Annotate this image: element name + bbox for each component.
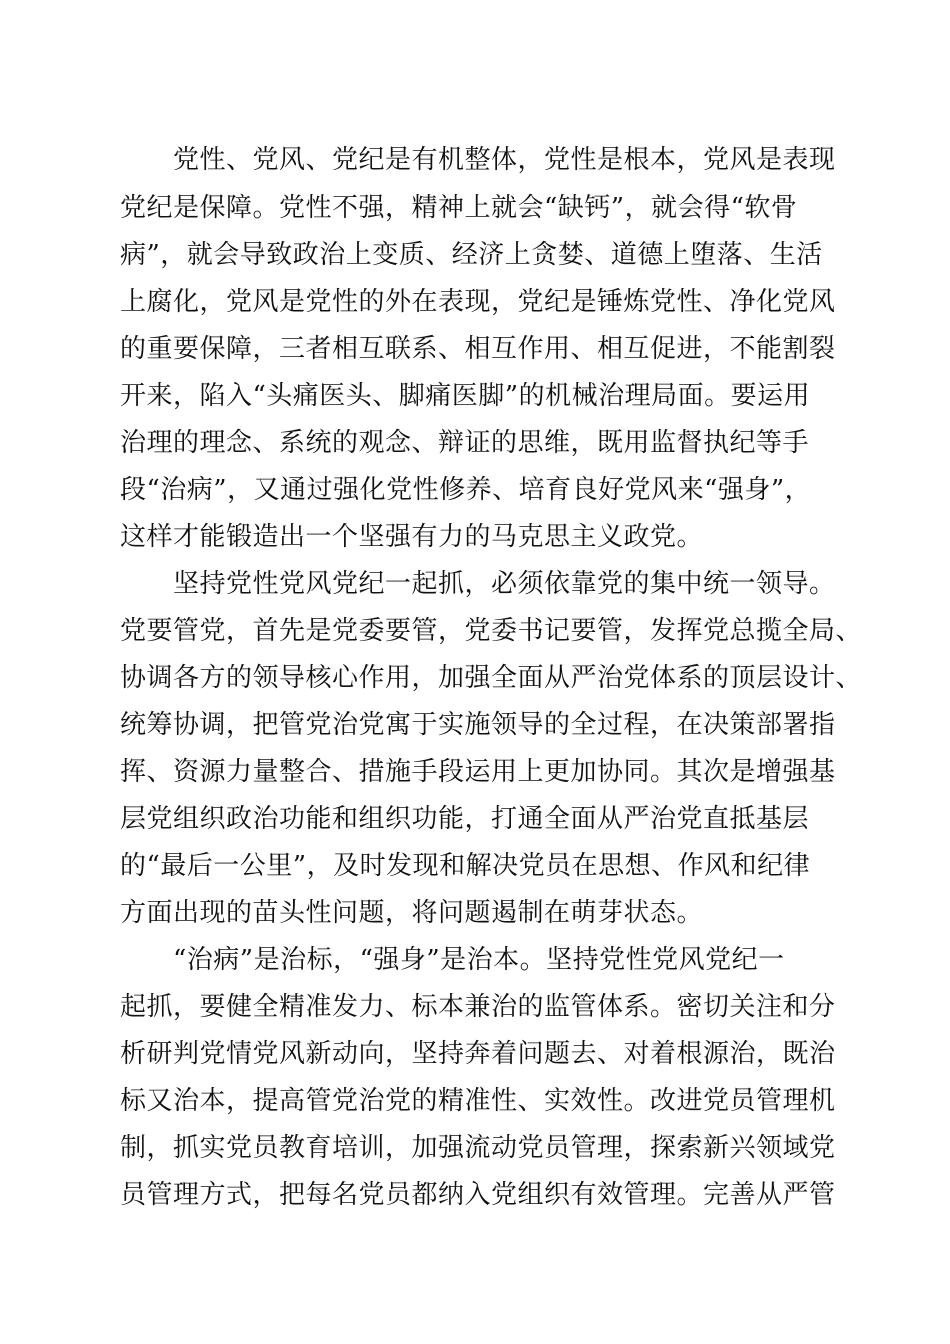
text-line: 党要管党，首先是党委要管，党委书记要管，发挥党总揽全局、 [120,616,863,646]
text-line: 方面出现的苗头性问题，将问题遏制在萌芽状态。 [120,898,704,928]
text-line: 坚持党性党风党纪一起抓，必须依靠党的集中统一领导。 [173,569,836,599]
text-line: 党纪是保障。党性不强，精神上就会“缺钙”，就会得“软骨 [120,193,798,223]
text-line: 开来，陷入“头痛医头、脚痛医脚”的机械治理局面。要运用 [120,381,811,411]
text-line: 上腐化，党风是党性的外在表现，党纪是锤炼党性、净化党风 [120,287,836,317]
text-line: 员管理方式，把每名党员都纳入党组织有效管理。完善从严管 [120,1180,836,1210]
text-line: 的“最后一公里”，及时发现和解决党员在思想、作风和纪律 [120,851,811,881]
text-line: 统筹协调，把管党治党寓于实施领导的全过程，在决策部署指 [120,710,836,740]
text-line: 这样才能锻造出一个坚强有力的马克思主义政党。 [120,522,704,552]
text-line: 起抓，要健全精准发力、标本兼治的监管体系。密切关注和分 [120,992,836,1022]
text-line: 层党组织政治功能和组织功能，打通全面从严治党直抵基层 [120,804,810,834]
text-line: 的重要保障，三者相互联系、相互作用、相互促进，不能割裂 [120,334,836,364]
text-line: 协调各方的领导核心作用，加强全面从严治党体系的顶层设计、 [120,663,863,693]
text-line: 析研判党情党风新动向，坚持奔着问题去、对着根源治，既治 [120,1039,836,1069]
text-line: 挥、资源力量整合、措施手段运用上更加协同。其次是增强基 [120,757,836,787]
text-line: 党性、党风、党纪是有机整体，党性是根本，党风是表现 [173,145,836,175]
text-line: 治理的理念、系统的观念、辩证的思维，既用监督执纪等手 [120,428,810,458]
text-line: 标又治本，提高管党治党的精准性、实效性。改进党员管理机 [120,1086,836,1116]
text-line: 段“治病”，又通过强化党性修养、培育良好党风来“强身”， [120,475,812,505]
text-line: 病”，就会导致政治上变质、经济上贪婪、道德上堕落、生活 [120,240,823,270]
text-line: “治病”是治标，“强身”是治本。坚持党性党风党纪一 [173,945,785,975]
text-line: 制，抓实党员教育培训，加强流动党员管理，探索新兴领域党 [120,1133,836,1163]
